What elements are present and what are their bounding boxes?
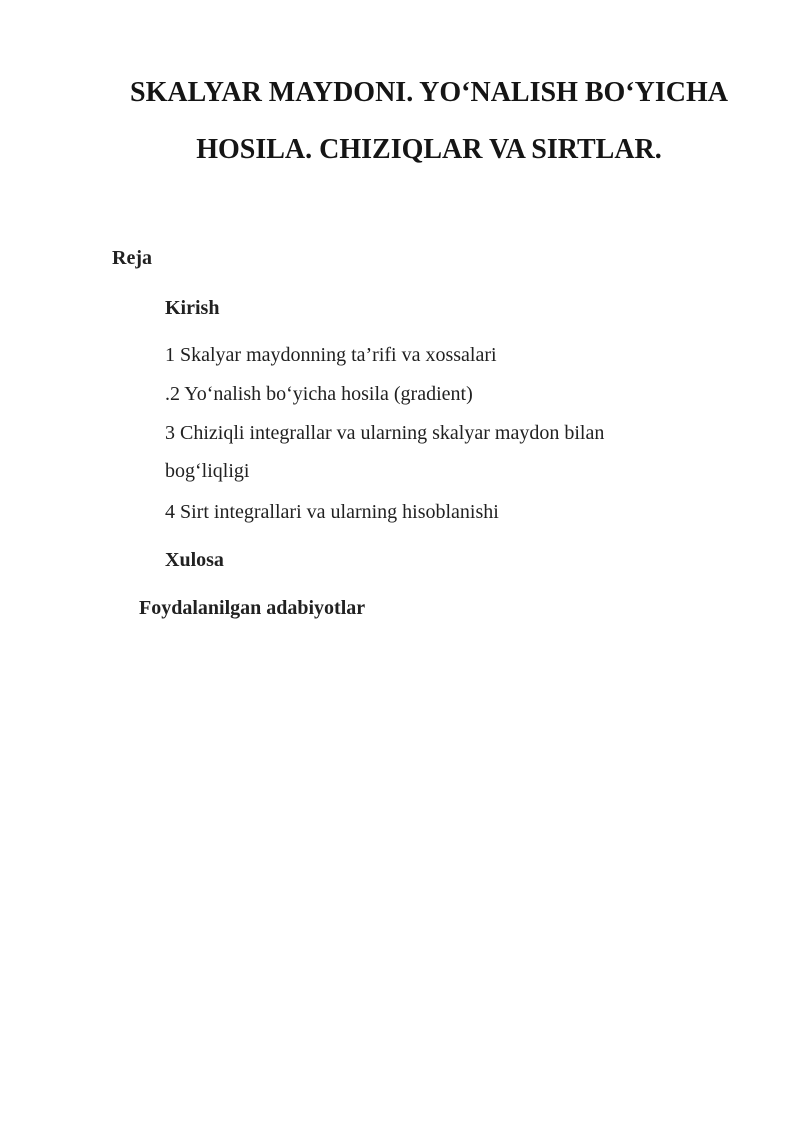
- plan-intro-item: Kirish: [165, 297, 220, 319]
- outline-item-3: 3 Chiziqli integrallar va ularning skalyar maydon bilan: [165, 422, 605, 444]
- plan-heading: Reja: [112, 247, 152, 269]
- outline-item-4: 4 Sirt integrallari va ularning hisoblanishi: [165, 501, 499, 523]
- plan-conclusion-item: Xulosa: [165, 549, 224, 571]
- outline-item-3-continuation: bogʻliqligi: [165, 460, 250, 482]
- outline-item-2: .2 Yoʻnalish boʻyicha hosila (gradient): [165, 383, 473, 405]
- references-heading: Foydalanilgan adabiyotlar: [139, 597, 366, 619]
- outline-item-1: 1 Skalyar maydonning ta’rifi va xossalari: [165, 344, 497, 366]
- document-title-line-1: SKALYAR MAYDONI. YOʻNALISH BOʻYICHA: [130, 77, 728, 108]
- document-title-line-2: HOSILA. CHIZIQLAR VA SIRTLAR.: [196, 134, 662, 165]
